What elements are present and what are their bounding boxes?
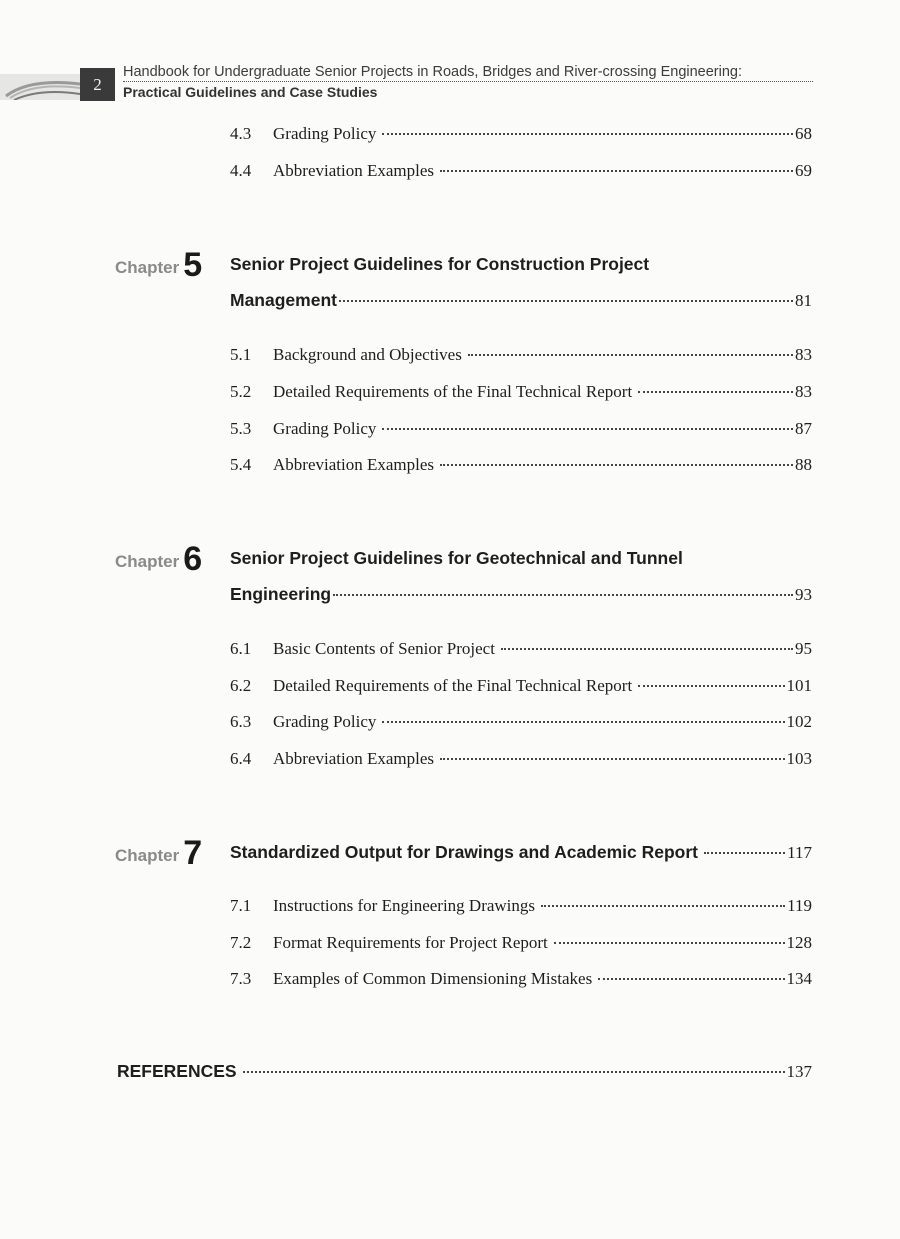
section-number: 6.2 — [230, 676, 252, 695]
dot-leader — [333, 594, 793, 596]
toc-entry-6-4[interactable] — [230, 749, 812, 769]
page-ref: 134 — [786, 969, 812, 988]
references-title: REFERENCES — [117, 1061, 237, 1081]
toc-entry-6-3[interactable] — [230, 712, 812, 732]
road-curve-icon — [0, 74, 80, 100]
section-title: Instructions for Engineering Drawings — [273, 896, 536, 915]
dot-leader — [440, 170, 793, 172]
section-number: 5.2 — [230, 382, 252, 401]
page-number: 2 — [80, 68, 115, 101]
dot-leader — [541, 905, 785, 907]
section-title: Examples of Common Dimensioning Mistakes — [273, 969, 593, 988]
section-number: 5.3 — [230, 419, 252, 438]
page-ref: 87 — [795, 419, 812, 438]
toc-entry-chapter-6[interactable] — [230, 584, 812, 605]
chapter-6-title[interactable]: Senior Project Guidelines for Geotechnical and Tunnel — [230, 548, 683, 568]
dot-leader — [704, 852, 785, 854]
section-title: Abbreviation Examples — [273, 455, 434, 474]
chapter-5-title[interactable]: Senior Project Guidelines for Construction Project — [230, 254, 650, 274]
page-ref: 93 — [795, 585, 812, 604]
chapter-word: Chapter — [115, 846, 180, 865]
dot-leader — [598, 978, 784, 980]
page-ref: 88 — [795, 455, 812, 474]
section-title: Background and Objectives — [273, 345, 462, 364]
page-ref: 103 — [786, 749, 812, 768]
dot-leader — [339, 300, 793, 302]
dot-leader — [243, 1071, 785, 1073]
book-subtitle: Practical Guidelines and Case Studies — [123, 84, 378, 100]
page-ref: 137 — [786, 1062, 812, 1081]
chapter-7-title: Standardized Output for Drawings and Academic Report — [230, 842, 699, 862]
section-title: Abbreviation Examples — [273, 161, 434, 180]
chapter-7-label — [115, 834, 202, 873]
section-title: Detailed Requirements of the Final Technical Report — [273, 676, 633, 695]
chapter-5-label — [115, 246, 202, 285]
toc-entry-5-3[interactable] — [230, 419, 812, 439]
section-number: 7.1 — [230, 896, 252, 915]
toc-entry-7-1[interactable] — [230, 896, 812, 916]
section-number: 7.3 — [230, 969, 252, 988]
section-number: 6.1 — [230, 639, 252, 658]
section-title: Grading Policy — [273, 712, 377, 731]
page-ref: 68 — [795, 124, 812, 143]
toc-entry-7-2[interactable] — [230, 933, 812, 953]
page-ref: 119 — [787, 896, 812, 915]
section-number: 5.1 — [230, 345, 252, 364]
toc-entry-7-3[interactable] — [230, 969, 812, 989]
chapter-title-cont: Management — [230, 290, 337, 310]
page-ref: 117 — [787, 843, 812, 862]
dot-leader — [382, 721, 784, 723]
section-title: Grading Policy — [273, 124, 377, 143]
chapter-number: 5 — [183, 246, 203, 284]
page-ref: 69 — [795, 161, 812, 180]
page-ref: 95 — [795, 639, 812, 658]
chapter-6-label — [115, 540, 202, 579]
book-title: Handbook for Undergraduate Senior Projects in Roads, Bridges and River-crossing Engineering: — [123, 64, 813, 82]
section-title: Grading Policy — [273, 419, 377, 438]
dot-leader — [638, 391, 793, 393]
toc-entry-chapter-7[interactable] — [230, 842, 812, 863]
section-number: 5.4 — [230, 455, 252, 474]
dot-leader — [554, 942, 785, 944]
chapter-number: 7 — [183, 834, 203, 872]
page-ref: 83 — [795, 345, 812, 364]
section-number: 6.4 — [230, 749, 252, 768]
section-title: Abbreviation Examples — [273, 749, 434, 768]
dot-leader — [468, 354, 793, 356]
toc-entry-5-1[interactable] — [230, 345, 812, 365]
chapter-title-cont: Engineering — [230, 584, 332, 604]
running-header — [0, 62, 820, 107]
section-title: Detailed Requirements of the Final Technical Report — [273, 382, 633, 401]
toc-entry-4-3[interactable] — [230, 124, 812, 144]
page-ref: 102 — [786, 712, 812, 731]
dot-leader — [440, 464, 793, 466]
toc-entry-5-2[interactable] — [230, 382, 812, 402]
section-title: Format Requirements for Project Report — [273, 933, 548, 952]
chapter-word: Chapter — [115, 552, 180, 571]
dot-leader — [638, 685, 784, 687]
toc-entry-references[interactable] — [117, 1061, 812, 1082]
page-ref: 81 — [795, 291, 812, 310]
page-ref: 101 — [786, 676, 812, 695]
toc-entry-6-2[interactable] — [230, 676, 812, 696]
section-number: 4.3 — [230, 124, 252, 143]
toc-entry-6-1[interactable] — [230, 639, 812, 659]
dot-leader — [382, 428, 793, 430]
toc-entry-chapter-5[interactable] — [230, 290, 812, 311]
dot-leader — [382, 133, 793, 135]
page-ref: 128 — [786, 933, 812, 952]
toc-entry-4-4[interactable] — [230, 161, 812, 181]
chapter-number: 6 — [183, 540, 203, 578]
section-title: Basic Contents of Senior Project — [273, 639, 495, 658]
chapter-word: Chapter — [115, 258, 180, 277]
page-ref: 83 — [795, 382, 812, 401]
section-number: 6.3 — [230, 712, 252, 731]
section-number: 7.2 — [230, 933, 252, 952]
toc-entry-5-4[interactable] — [230, 455, 812, 475]
dot-leader — [501, 648, 793, 650]
section-number: 4.4 — [230, 161, 252, 180]
dot-leader — [440, 758, 785, 760]
